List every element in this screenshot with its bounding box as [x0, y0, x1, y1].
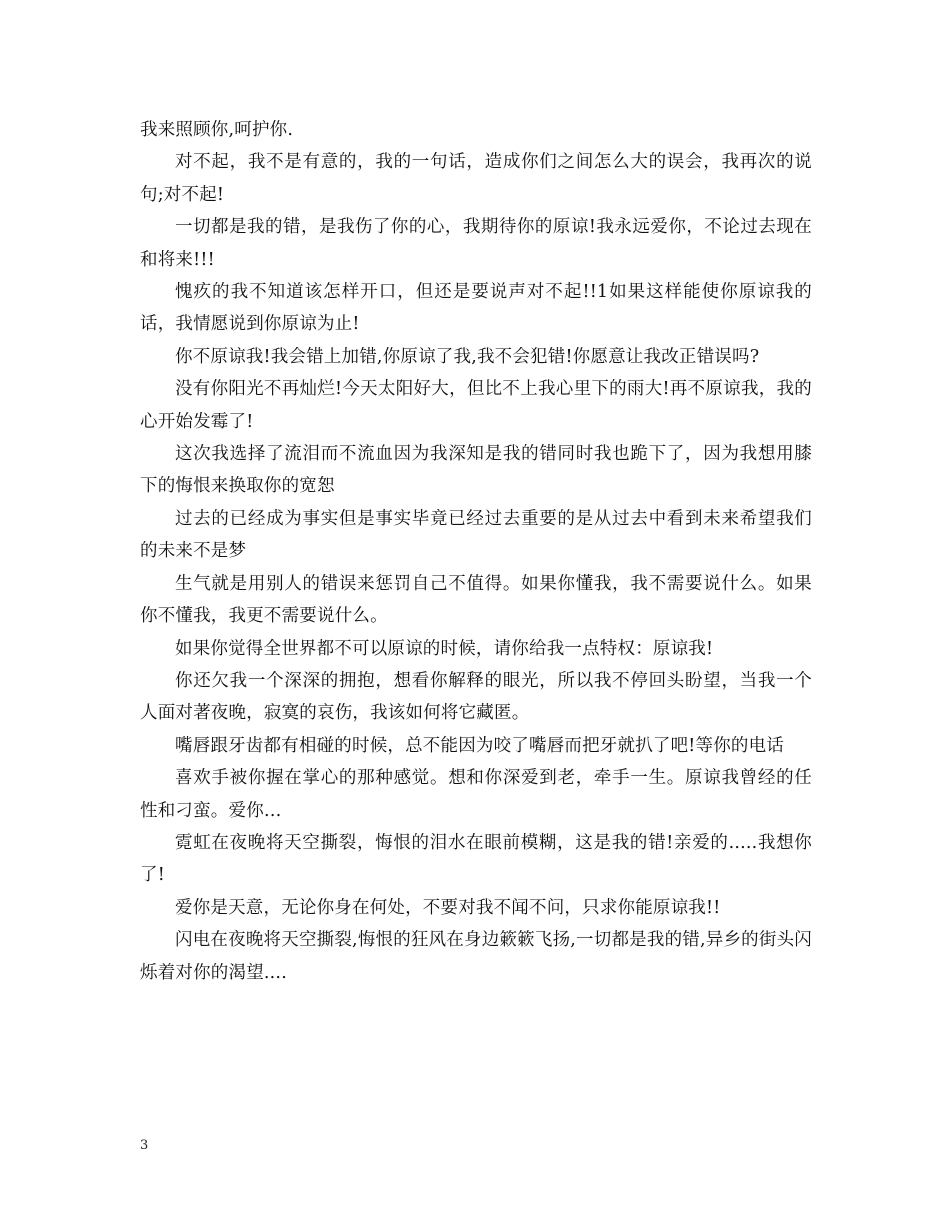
- paragraph: 闪电在夜晚将天空撕裂,悔恨的狂风在身边簌簌飞扬,一切都是我的错,异乡的街头闪烁着对你的渴望....: [140, 930, 812, 983]
- paragraph: 过去的已经成为事实但是事实毕竟已经过去重要的是从过去中看到未来希望我们的未来不是梦: [140, 508, 812, 562]
- paragraph: 我来照顾你,呵护你.: [140, 120, 294, 140]
- paragraph: 如果你觉得全世界都不可以原谅的时候，请你给我一点特权：原谅我!: [175, 638, 714, 659]
- paragraph: 对不起，我不是有意的，我的一句话，造成你们之间怎么大的误会，我再次的说句;对不起!: [140, 152, 812, 205]
- paragraph: 霓虹在夜晚将天空撕裂，悔恨的泪水在眼前模糊，这是我的错!亲爱的.....我想你了!: [140, 832, 812, 886]
- paragraph: 没有你阳光不再灿烂!今天太阳好大，但比不上我心里下的雨大!再不原谅我，我的心开始发霉了!: [140, 379, 812, 432]
- paragraph: 爱你是天意，无论你身在何处，不要对我不闻不问，只求你能原谅我!!: [175, 897, 721, 918]
- page-number: 3: [140, 1138, 149, 1153]
- paragraph: 这次我选择了流泪而不流血因为我深知是我的错同时我也跪下了，因为我想用膝下的悔恨来换取你的宽恕: [140, 444, 812, 497]
- paragraph: 嘴唇跟牙齿都有相碰的时候，总不能因为咬了嘴唇而把牙就扒了吧!等你的电话: [175, 735, 785, 756]
- document-body: [140, 114, 812, 989]
- paragraph: 喜欢手被你握在掌心的那种感觉。想和你深爱到老，牵手一生。原谅我曾经的任性和刁蛮。爱你…: [140, 768, 812, 821]
- paragraph: 一切都是我的错，是我伤了你的心，我期待你的原谅!我永远爱你，不论过去现在和将来!!!: [140, 217, 812, 270]
- paragraph: 生气就是用别人的错误来惩罚自己不值得。如果你懂我，我不需要说什么。如果你不懂我，我更不需要说什么。: [140, 573, 812, 627]
- paragraph: 愧疚的我不知道该怎样开口，但还是要说声对不起!!1如果这样能使你原谅我的话，我情愿说到你原谅为止!: [140, 282, 812, 335]
- paragraph: 你不原谅我!我会错上加错,你原谅了我,我不会犯错!你愿意让我改正错误吗?: [175, 346, 760, 367]
- paragraph: 你还欠我一个深深的拥抱，想看你解释的眼光，所以我不停回头盼望，当我一个人面对著夜晚，寂寞的哀伤，我该如何将它藏匿。: [140, 670, 812, 724]
